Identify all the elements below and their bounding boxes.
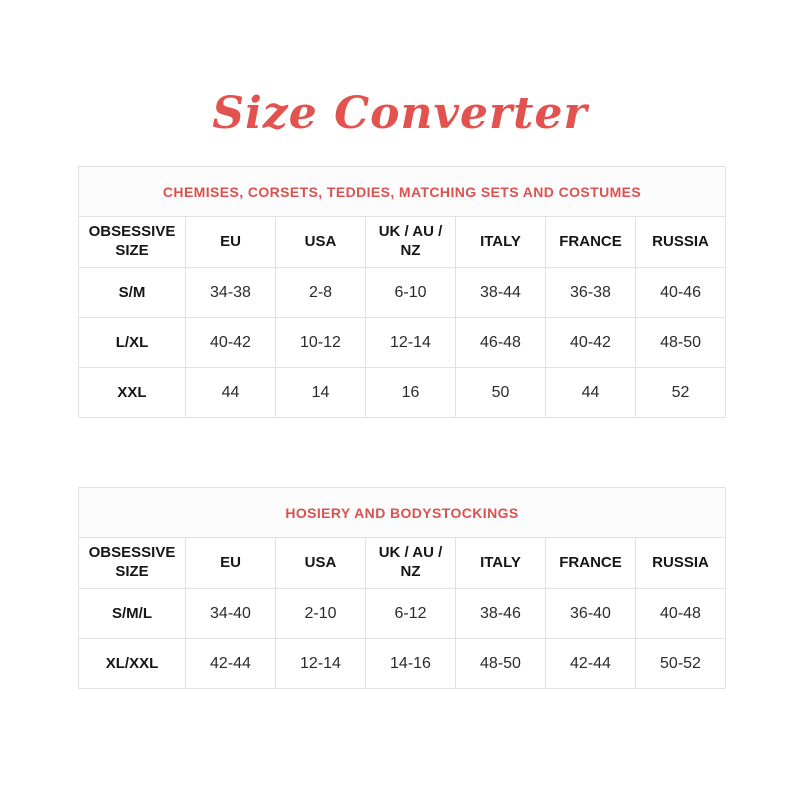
size-value-cell: 2-10: [276, 589, 366, 639]
column-header: ITALY: [456, 538, 546, 589]
size-value-cell: 6-12: [366, 589, 456, 639]
page-title: Size Converter: [212, 88, 588, 139]
size-value-cell: 38-44: [456, 268, 546, 318]
size-value-cell: 52: [636, 368, 726, 418]
table-caption-row: [79, 167, 726, 217]
table-row: [79, 318, 726, 368]
column-header: OBSESSIVE SIZE: [79, 538, 186, 589]
column-header: FRANCE: [546, 538, 636, 589]
size-value-cell: 14: [276, 368, 366, 418]
column-header: RUSSIA: [636, 217, 726, 268]
column-header: UK / AU / NZ: [366, 538, 456, 589]
column-header: FRANCE: [546, 217, 636, 268]
table-row: [79, 268, 726, 318]
column-header: RUSSIA: [636, 538, 726, 589]
size-value-cell: 40-42: [546, 318, 636, 368]
size-value-cell: 36-38: [546, 268, 636, 318]
size-value-cell: 14-16: [366, 639, 456, 689]
row-size-label: S/M: [79, 268, 186, 318]
size-value-cell: 2-8: [276, 268, 366, 318]
size-value-cell: 40-48: [636, 589, 726, 639]
size-value-cell: 42-44: [546, 639, 636, 689]
table-caption: HOSIERY AND BODYSTOCKINGS: [79, 488, 726, 538]
size-value-cell: 34-40: [186, 589, 276, 639]
column-header-row: [79, 217, 726, 268]
size-value-cell: 16: [366, 368, 456, 418]
size-table-hosiery-bodystockings: [78, 487, 726, 689]
size-value-cell: 44: [546, 368, 636, 418]
size-value-cell: 38-46: [456, 589, 546, 639]
table-caption: CHEMISES, CORSETS, TEDDIES, MATCHING SETS AND COSTUMES: [79, 167, 726, 217]
size-value-cell: 36-40: [546, 589, 636, 639]
size-value-cell: 42-44: [186, 639, 276, 689]
table-row: [79, 589, 726, 639]
size-value-cell: 46-48: [456, 318, 546, 368]
size-value-cell: 50-52: [636, 639, 726, 689]
row-size-label: XL/XXL: [79, 639, 186, 689]
row-size-label: L/XL: [79, 318, 186, 368]
size-value-cell: 40-46: [636, 268, 726, 318]
column-header: UK / AU / NZ: [366, 217, 456, 268]
size-value-cell: 48-50: [636, 318, 726, 368]
size-value-cell: 40-42: [186, 318, 276, 368]
column-header: ITALY: [456, 217, 546, 268]
size-value-cell: 12-14: [276, 639, 366, 689]
table-row: [79, 639, 726, 689]
column-header: USA: [276, 538, 366, 589]
row-size-label: S/M/L: [79, 589, 186, 639]
table-caption-row: [79, 488, 726, 538]
column-header: USA: [276, 217, 366, 268]
size-value-cell: 44: [186, 368, 276, 418]
column-header: EU: [186, 217, 276, 268]
size-value-cell: 12-14: [366, 318, 456, 368]
table-row: [79, 368, 726, 418]
column-header-row: [79, 538, 726, 589]
row-size-label: XXL: [79, 368, 186, 418]
size-value-cell: 50: [456, 368, 546, 418]
size-table-chemises-corsets: [78, 166, 726, 418]
column-header: OBSESSIVE SIZE: [79, 217, 186, 268]
size-value-cell: 10-12: [276, 318, 366, 368]
column-header: EU: [186, 538, 276, 589]
size-value-cell: 48-50: [456, 639, 546, 689]
size-value-cell: 6-10: [366, 268, 456, 318]
size-value-cell: 34-38: [186, 268, 276, 318]
